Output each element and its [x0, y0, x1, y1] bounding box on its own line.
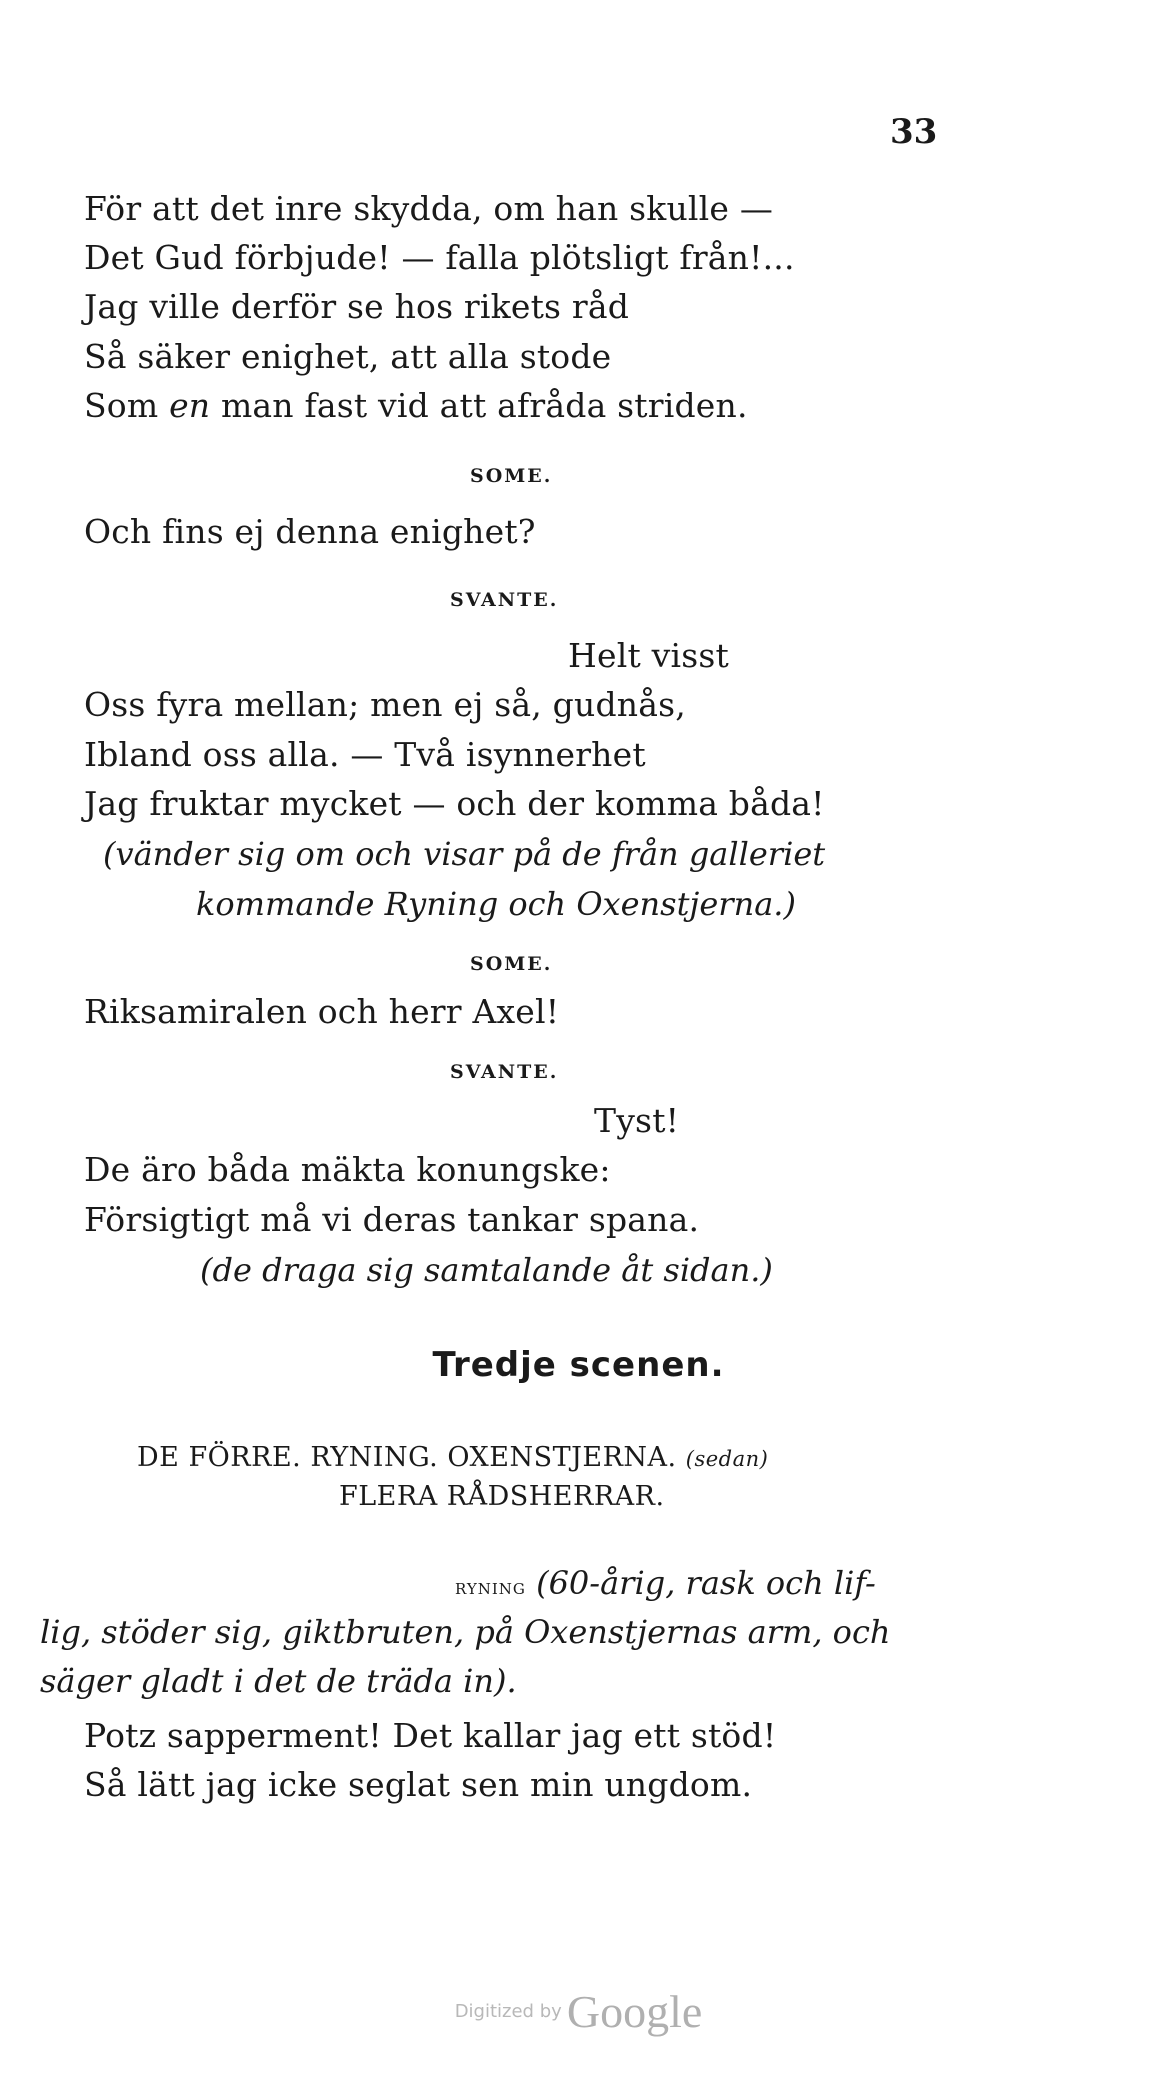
- cast-note: (sedan): [685, 1447, 769, 1471]
- verse-line: De äro båda mäkta konungske:: [84, 1150, 611, 1189]
- verse-line: Tyst!: [594, 1101, 680, 1140]
- speaker-name: SOME.: [470, 465, 553, 487]
- verse-line: Potz sapperment! Det kallar jag ett stöd!: [84, 1716, 777, 1755]
- verse-line: Och fins ej denna enighet?: [84, 512, 536, 551]
- verse-line: För att det inre skydda, om han skulle —: [84, 189, 774, 228]
- stage-direction-text: (60-årig, rask och lif-: [536, 1564, 876, 1602]
- verse-line: Riksamiralen och herr Axel!: [84, 992, 560, 1031]
- digitization-watermark: [0, 1985, 1157, 2038]
- google-logo: Google: [566, 1986, 703, 2037]
- cast-names: DE FÖRRE. RYNING. OXENSTJERNA.: [137, 1442, 677, 1473]
- stage-direction: [455, 1564, 876, 1602]
- page-number: 33: [890, 112, 938, 152]
- verse-line: Så lätt jag icke seglat sen min ungdom.: [84, 1765, 753, 1804]
- speaker-name: ryning: [455, 1575, 526, 1600]
- verse-line: Jag fruktar mycket — och der komma båda!: [84, 784, 825, 823]
- verse-line: [84, 386, 748, 425]
- cast-list-continued: FLERA RÅDSHERRAR.: [339, 1481, 665, 1512]
- verse-emphasis: en: [169, 386, 211, 425]
- verse-text: man fast vid att afråda striden.: [210, 386, 748, 425]
- stage-direction: säger gladt i det de träda in).: [40, 1662, 517, 1700]
- watermark-text: Digitized by: [454, 2001, 562, 2022]
- verse-line: Oss fyra mellan; men ej så, gudnås,: [84, 685, 686, 724]
- speaker-name: SVANTE.: [450, 589, 559, 611]
- stage-direction: kommande Ryning och Oxenstjerna.): [196, 885, 796, 923]
- verse-line: Det Gud förbjude! — falla plötsligt från!...: [84, 238, 795, 277]
- stage-direction: (vänder sig om och visar på de från galleriet: [103, 835, 826, 873]
- verse-line: Helt visst: [568, 636, 729, 675]
- stage-direction: lig, stöder sig, giktbruten, på Oxenstjernas arm, och: [40, 1613, 891, 1651]
- verse-line: Jag ville derför se hos rikets råd: [84, 287, 630, 326]
- cast-list: [137, 1442, 768, 1473]
- scene-heading: Tredje scenen.: [432, 1345, 725, 1385]
- speaker-name: SVANTE.: [450, 1061, 559, 1083]
- verse-line: Så säker enighet, att alla stode: [84, 337, 612, 376]
- verse-line: Ibland oss alla. — Två isynnerhet: [84, 735, 646, 774]
- speaker-name: SOME.: [470, 953, 553, 975]
- verse-line: Försigtigt må vi deras tankar spana.: [84, 1200, 700, 1239]
- stage-direction: (de draga sig samtalande åt sidan.): [200, 1251, 773, 1289]
- verse-text: Som: [84, 386, 170, 425]
